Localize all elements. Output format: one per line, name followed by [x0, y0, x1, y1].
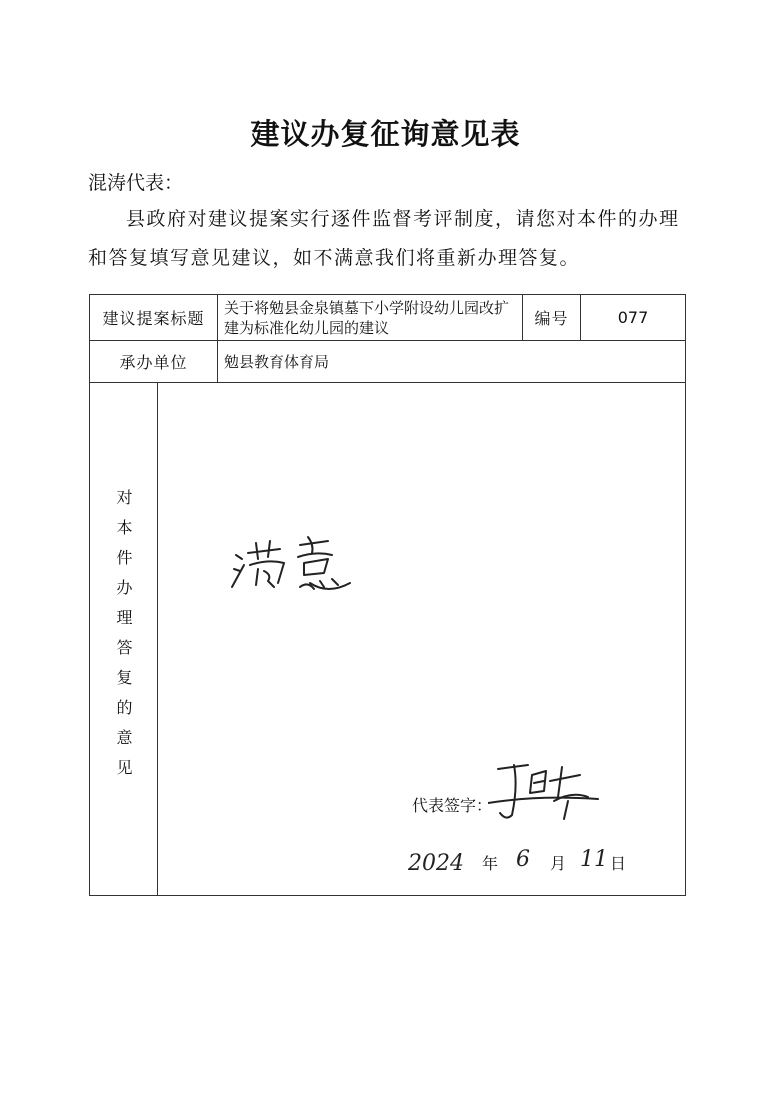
representative-signature [488, 757, 608, 827]
opinion-cell [158, 383, 686, 896]
proposal-title-value: 关于将勉县金泉镇墓下小学附设幼儿园改扩建为标准化幼儿园的建议 [218, 295, 523, 341]
unit-label: 承办单位 [90, 341, 218, 383]
page-title: 建议办复征询意见表 [250, 117, 521, 151]
opinion-handwriting [228, 525, 368, 595]
signature-label: 代表签字： [412, 796, 493, 815]
unit-row [90, 341, 686, 383]
date-year-suffix: 年 [482, 854, 499, 873]
intro-paragraph: 县政府对建议提案实行逐件监督考评制度，请您对本件的办理和答复填写意见建议，如不满意我们将重新办理答复。 [88, 208, 680, 269]
number-label: 编号 [523, 295, 581, 341]
date-year: 2024 [408, 851, 464, 876]
opinion-form-table [89, 294, 686, 896]
date-day-suffix: 日 [610, 854, 627, 873]
greeting: 混涛代表： [88, 172, 184, 194]
date-day: 11 [580, 847, 608, 872]
proposal-title-label: 建议提案标题 [90, 295, 218, 341]
unit-value: 勉县教育体育局 [218, 341, 686, 383]
number-value: 077 [581, 295, 686, 341]
opinion-row [90, 383, 686, 896]
date-month-suffix: 月 [550, 854, 567, 873]
proposal-title-row [90, 295, 686, 341]
date-month: 6 [516, 847, 530, 872]
opinion-label: 对本件办理答复的意见 [90, 383, 158, 896]
